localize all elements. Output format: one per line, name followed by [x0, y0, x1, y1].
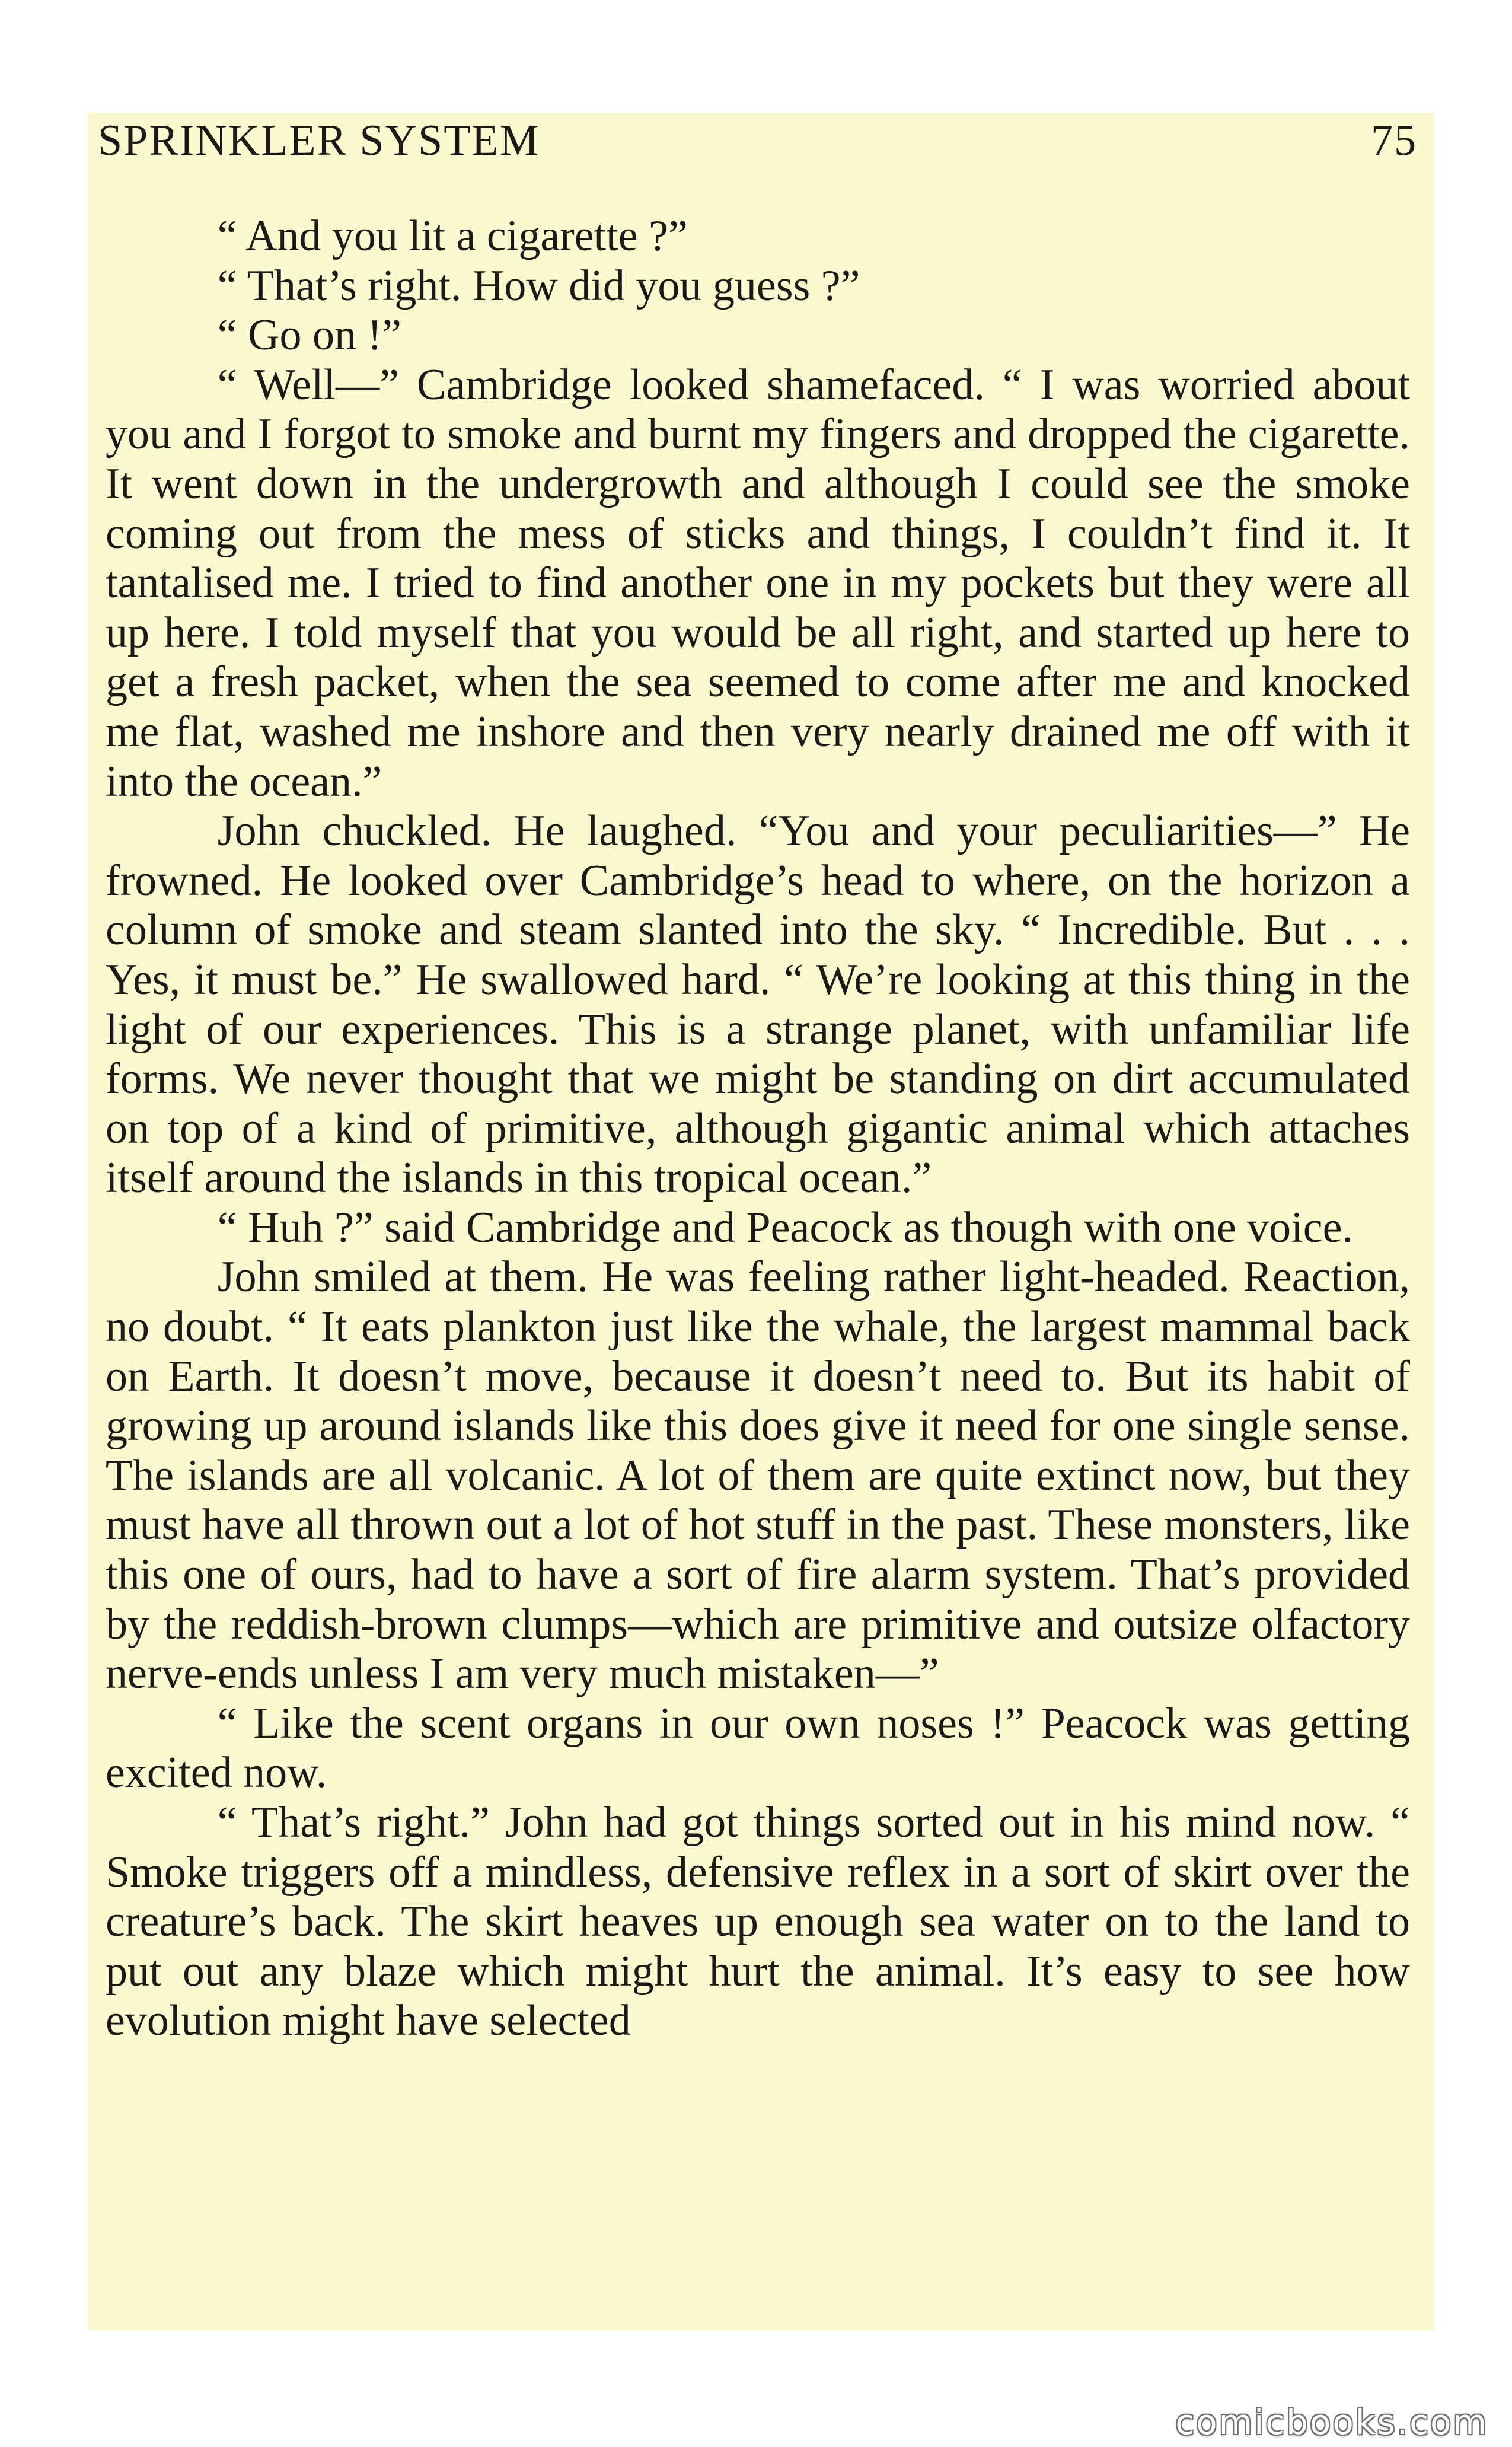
paragraph: “ That’s right. How did you guess ?” — [217, 261, 860, 310]
running-head: SPRINKLER SYSTEM — [98, 116, 540, 165]
paragraph: “ Huh ?” said Cambridge and Peacock as though with one voice. — [217, 1203, 1353, 1252]
page-number: 75 — [1371, 116, 1417, 165]
watermark: comicbooks.com — [1175, 2402, 1488, 2442]
paragraph: John smiled at them. He was feeling rather light-headed. Reaction, no doubt. “ It eats plankton just like the whale, the largest mammal back on Earth. It doesn’t move, because it doesn’t need to. But its habit of growing up around islands like this does give it need for one single sense. The islands are all volcanic. A lot of them are quite extinct now, but they must have all thrown out a lot of hot stuff in the past. These monsters, like this one of ours, had to have a sort of fire alarm system. That’s provided by the reddish-brown clumps—which are primitive and outsize olfactory nerve-ends unless I am very much mistaken—” — [106, 1253, 1410, 1699]
body-text — [106, 212, 1410, 2046]
paragraph: “ Like the scent organs in our own noses !” Peacock was getting excited now. — [106, 1699, 1410, 1798]
paragraph: “ Go on !” — [217, 311, 401, 360]
paragraph: “ That’s right.” John had got things sorted out in his mind now. “ Smoke triggers off a mindless, defensive reflex in a sort of skirt over the creature’s back. The skirt heaves up enough sea water on to the land to put out any blaze which might hurt the animal. It’s easy to see how evolution might have selected — [106, 1798, 1410, 2045]
page-header — [98, 114, 1417, 167]
paragraph: John chuckled. He laughed. “You and your peculiarities—” He frowned. He looked over Cambridge’s head to where, on the horizon a column of smoke and steam slanted into the sky. “ Incredible. But . . . Yes, it must be.” He swallowed hard. “ We’re looking at this thing in the light of our experiences. This is a strange planet, with unfamiliar life forms. We never thought that we might be standing on dirt accumulated on top of a kind of primitive, although gigantic animal which attaches itself around the islands in this tropical ocean.” — [106, 807, 1410, 1203]
paragraph: “ Well—” Cambridge looked shamefaced. “ I was worried about you and I forgot to smoke and burnt my fingers and dropped the cigarette. It went down in the undergrowth and although I could see the smoke coming out from the mess of sticks and things, I couldn’t find it. It tantalised me. I tried to find another one in my pockets but they were all up here. I told myself that you would be all right, and started up here to get a fresh packet, when the sea seemed to come after me and knocked me flat, washed me inshore and then very nearly drained me off with it into the ocean.” — [106, 360, 1410, 806]
paragraph: “ And you lit a cigarette ?” — [217, 212, 688, 260]
